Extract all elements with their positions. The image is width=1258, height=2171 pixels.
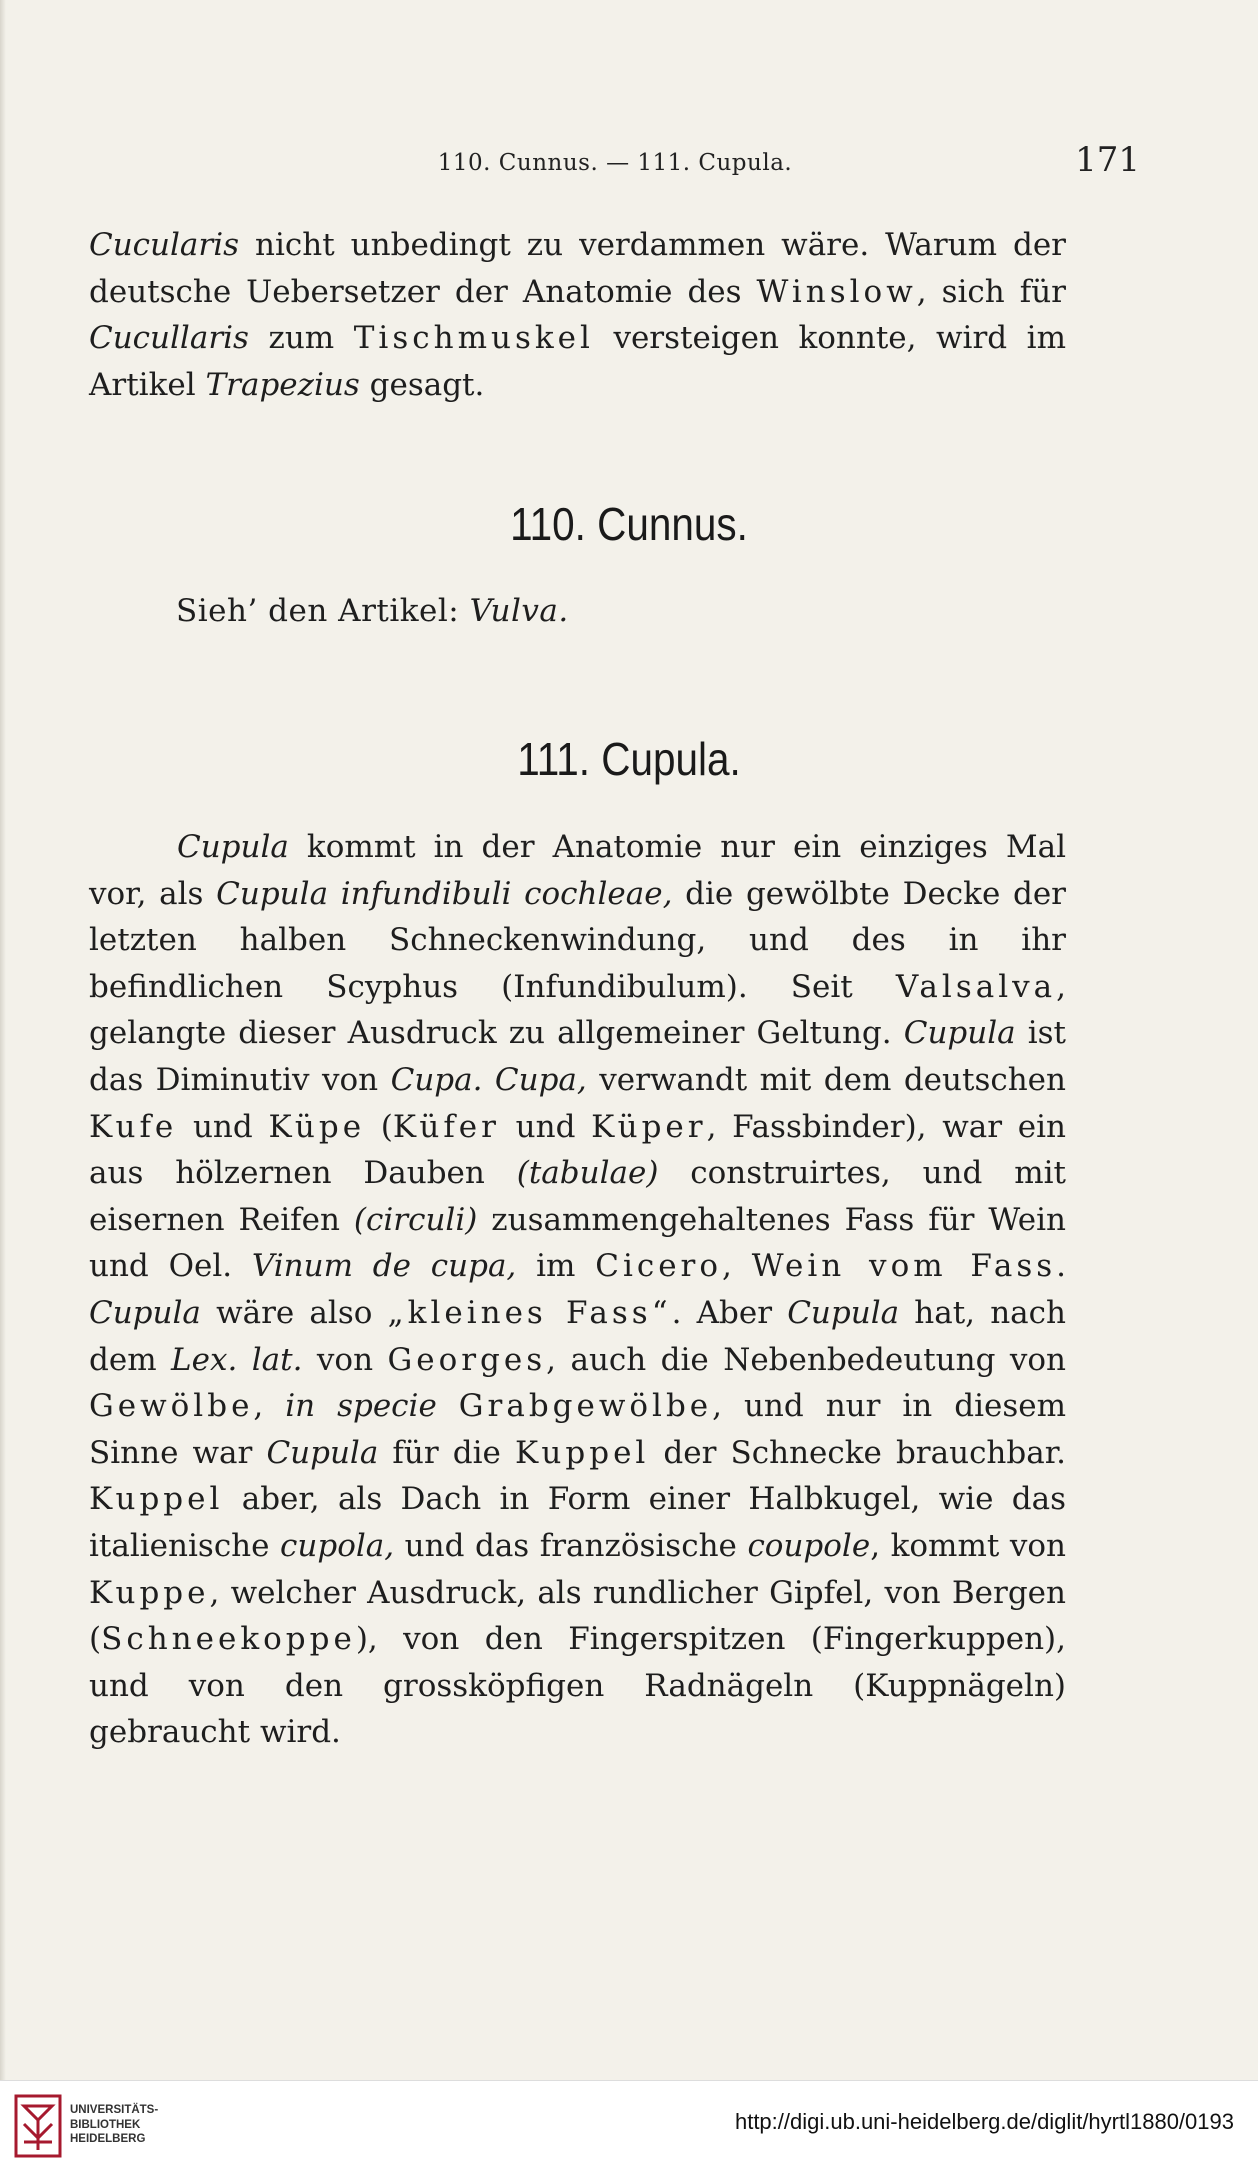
see-also-text: Sieh’ den Artikel: [176, 593, 470, 629]
text-run: ), von den Fingerspitzen (Fingerkuppen), und von den grossköpfigen Radnägeln (Kuppnägeln) gebraucht wird. [89, 1621, 1066, 1751]
name-georges: Georges [387, 1341, 547, 1378]
section-heading-cunnus: 110. Cunnus. [510, 498, 748, 550]
name-winslow: Winslow [756, 273, 917, 310]
term-kueper: Küper [591, 1108, 707, 1145]
source-url-link[interactable]: http://digi.ub.uni-heidelberg.de/diglit/hyrtl1880/0193 [734, 2109, 1234, 2134]
text-run: , Fassbinder), war ein aus hölzernen Dauben [89, 1108, 1066, 1192]
see-also-link: Vulva. [469, 593, 569, 629]
library-name [70, 2103, 158, 2147]
term-cupula: Cupula [903, 1015, 1016, 1052]
term-cucularis: Cucularis [89, 227, 240, 263]
text-run: verwandt mit dem deutschen [586, 1061, 1066, 1098]
text-run: , auch die Nebenbedeutung von [546, 1341, 1066, 1378]
term-kuppe: Kuppe [89, 1574, 210, 1611]
text-run: aber, als Dach in Form einer Halbkugel, wie das italienische [89, 1481, 1066, 1564]
term-in-specie: in specie [285, 1388, 437, 1425]
text-run: kommt in der Anatomie nur ein einziges Mal vor, als [89, 829, 1066, 912]
scan-edge [0, 0, 6, 2080]
text-run: , [253, 1388, 286, 1425]
text-run: construirtes, und mit eisernen Reifen [89, 1155, 1066, 1238]
text-run: hat, nach dem [89, 1294, 1066, 1378]
term-kleines-fass: „kleines Fass“ [387, 1294, 672, 1331]
term-cupula-infundibuli: Cupula infundibuli cochleae, [216, 875, 673, 912]
text-run: . [1056, 1248, 1066, 1285]
library-footer [0, 2080, 1258, 2171]
text-run: versteigen konnte, wird im Artikel [89, 320, 1066, 403]
library-name-line-2: BIBLIOTHEK [70, 2118, 141, 2131]
term-cupula: Cupula [787, 1294, 900, 1331]
library-name-line-3: HEIDELBERG [70, 2133, 146, 2145]
text-run: zusammengehaltenes Fass für Wein und Oel. [89, 1201, 1066, 1285]
library-name-line-1: UNIVERSITÄTS- [70, 2104, 159, 2116]
text-run: der Schnecke brauchbar. [649, 1434, 1066, 1471]
text-run: , sich für [916, 273, 1066, 310]
text-run: im [516, 1248, 596, 1285]
page-number: 171 [1075, 140, 1140, 180]
term-kufe: Kufe [89, 1108, 178, 1145]
text-run: , kommt von [870, 1527, 1066, 1564]
term-kuppel: Kuppel [89, 1481, 224, 1518]
text-run: , [722, 1248, 752, 1285]
term-tabulae: (tabulae) [516, 1155, 659, 1192]
text-run: und das französische [394, 1527, 748, 1564]
term-grabgewoelbe: Grabgewölbe [458, 1388, 713, 1425]
term-cupula: Cupula [89, 1294, 201, 1331]
name-cicero: Cicero [595, 1248, 723, 1285]
text-run: zum [248, 320, 354, 357]
term-cupa: Cupa. Cupa, [390, 1061, 587, 1098]
text-run: , und nur in diesem Sinne war [89, 1388, 1066, 1471]
term-gewoelbe: Gewölbe [89, 1388, 254, 1425]
text-run: , gelangte dieser Ausdruck zu allgemeiner Geltung. [89, 968, 1066, 1052]
text-run: nicht unbedingt zu verdammen wäre. Warum der deutsche Uebersetzer der Anatomie des [89, 227, 1066, 310]
term-kuefer: Küfer [392, 1108, 500, 1145]
term-cupula: Cupula [177, 829, 289, 865]
term-circuli: (circuli) [353, 1201, 478, 1238]
text-run: und [177, 1108, 269, 1145]
text-run: ( [365, 1108, 393, 1145]
running-title: 110. Cunnus. — 111. Cupula. [437, 150, 793, 176]
term-coupole: coupole [747, 1527, 871, 1564]
text-run: und [499, 1108, 592, 1145]
text-run: die gewölbte Decke der letzten halben Schneckenwindung, und des in ihr befindlichen Scyphus (Infundibulum). Seit [89, 875, 1066, 1005]
term-vinum-de-cupa: Vinum de cupa, [251, 1248, 517, 1285]
continued-paragraph [89, 222, 1066, 408]
term-trapezius: Trapezius [205, 366, 360, 403]
text-run: , welcher Ausdruck, als rundlicher Gipfel, von Bergen ( [89, 1574, 1066, 1658]
cupula-paragraph [89, 824, 1066, 1756]
term-kuppel: Kuppel [514, 1434, 650, 1471]
section-heading-cupula: 111. Cupula. [517, 733, 741, 785]
text-run: ist das Diminutiv von [89, 1015, 1066, 1098]
text-run: gesagt. [359, 366, 485, 403]
text-run: wäre also [200, 1294, 388, 1331]
term-cucullaris: Cucullaris [89, 320, 249, 357]
running-head [90, 140, 1140, 190]
term-cupula: Cupula [266, 1434, 379, 1471]
term-kuepe: Küpe [268, 1108, 366, 1145]
university-library-logo-icon [14, 2094, 62, 2158]
text-run: . Aber [671, 1294, 788, 1331]
see-also-line [176, 593, 569, 629]
text-run: für die [378, 1434, 515, 1471]
term-cupola: cupola, [280, 1527, 395, 1564]
term-schneekoppe: Schneekoppe [101, 1621, 356, 1658]
text-run [437, 1388, 459, 1424]
term-tischmuskel: Tischmuskel [353, 320, 594, 357]
term-wein-vom-fass: Wein vom Fass [751, 1248, 1057, 1285]
term-lex-lat: Lex. lat. [171, 1341, 303, 1378]
name-valsalva: Valsalva [895, 968, 1057, 1005]
text-run: von [302, 1341, 388, 1378]
